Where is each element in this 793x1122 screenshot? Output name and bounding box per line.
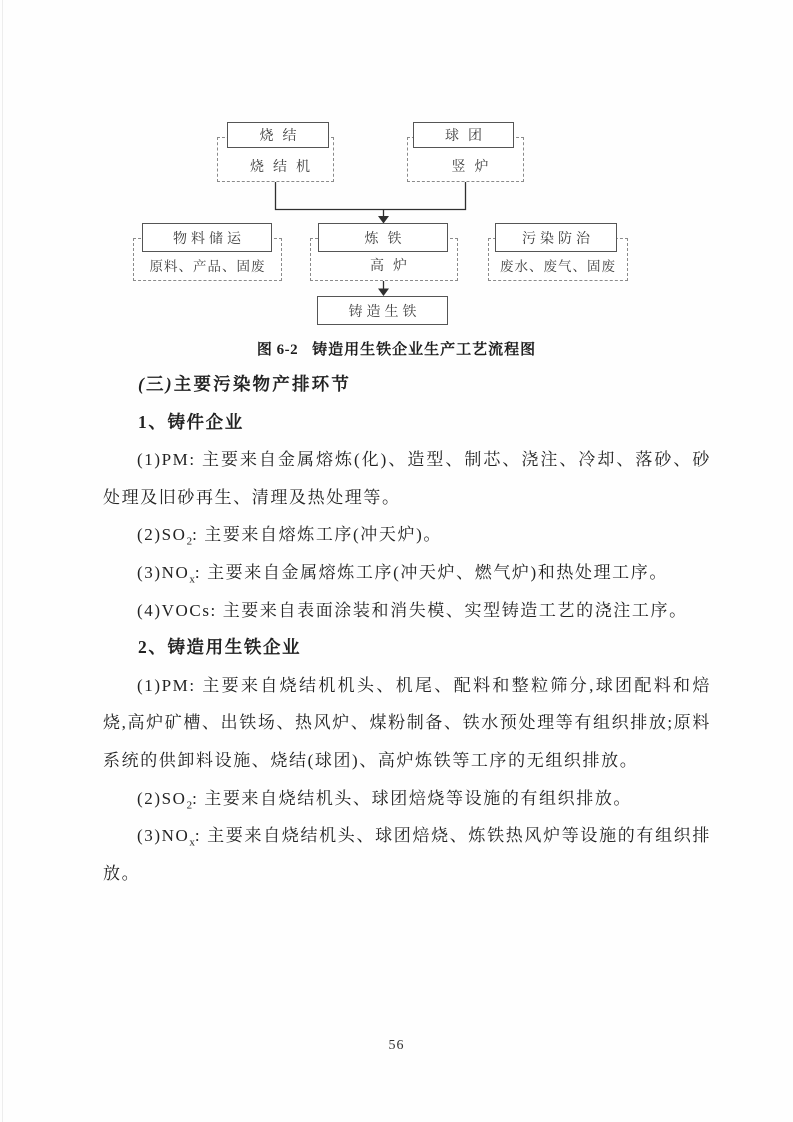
para-text: (1)PM: 主要来自金属熔炼(化)、造型、制芯、浇注、冷却、落砂、砂处理及旧砂再生、清理及热处理等。 bbox=[103, 450, 711, 507]
arrow-down-icon bbox=[378, 289, 389, 297]
para-text: (4)VOCs: 主要来自表面涂装和消失模、实型铸造工艺的浇注工序。 bbox=[137, 600, 688, 620]
subscript: 2 bbox=[186, 535, 193, 548]
process-flow-diagram bbox=[0, 0, 793, 365]
para-text: (1)PM: 主要来自烧结机机头、机尾、配料和整粒筛分,球团配料和焙烧,高炉矿槽、出铁场、热风炉、煤粉制备、铁水预处理等有组织排放;原料系统的供卸料设施、烧结(球团)、高炉炼铁等工序的无组织排放。 bbox=[103, 675, 711, 770]
paragraph-foundry-pm bbox=[103, 441, 711, 516]
blast-furnace-label: 高炉 bbox=[370, 259, 416, 274]
subscript: x bbox=[189, 836, 195, 849]
para-text: (3)NO bbox=[137, 826, 190, 846]
para-text: (3)NO bbox=[137, 562, 190, 582]
material-storage-label: 物料储运 bbox=[173, 231, 245, 247]
material-storage-box bbox=[142, 223, 272, 252]
para-text: : 主要来自烧结机头、球团焙烧、炼铁热风炉等设施的有组织排放。 bbox=[103, 826, 711, 883]
paragraph-foundry-vocs bbox=[103, 592, 711, 630]
body-text bbox=[103, 366, 711, 892]
figure-title: 铸造用生铁企业生产工艺流程图 bbox=[312, 342, 537, 358]
page-number: 56 bbox=[388, 1038, 405, 1053]
para-text: (2)SO bbox=[137, 525, 187, 545]
material-detail-label: 原料、产品、固废 bbox=[149, 259, 266, 274]
pollution-detail-label: 废水、废气、固废 bbox=[500, 259, 616, 274]
para-text: : 主要来自熔炼工序(冲天炉)。 bbox=[192, 525, 442, 545]
para-text: : 主要来自烧结机头、球团焙烧等设施的有组织排放。 bbox=[192, 788, 633, 808]
paragraph-foundry-nox bbox=[103, 554, 711, 592]
figure-number: 图 6-2 bbox=[256, 342, 299, 358]
cast-pig-iron-box bbox=[317, 296, 448, 325]
subsection-1-title: 1、铸件企业 bbox=[138, 411, 244, 432]
pellet-box bbox=[413, 122, 514, 148]
paragraph-pigiron-so2 bbox=[103, 780, 711, 818]
subsection-2-title: 2、铸造用生铁企业 bbox=[138, 637, 302, 658]
section-heading: (三)主要污染物产排环节 bbox=[138, 374, 352, 394]
para-text: : 主要来自金属熔炼工序(冲天炉、燃气炉)和热处理工序。 bbox=[194, 562, 668, 582]
subscript: x bbox=[189, 573, 195, 586]
shaft-furnace-label: 竖炉 bbox=[451, 160, 498, 175]
sinter-machine-label: 烧结机 bbox=[250, 160, 319, 175]
sinter-label: 烧结 bbox=[259, 129, 306, 144]
subscript: 2 bbox=[186, 798, 193, 811]
figure-caption bbox=[0, 338, 793, 359]
ironmaking-label: 炼铁 bbox=[364, 231, 411, 247]
cast-pig-iron-label: 铸造生铁 bbox=[348, 304, 421, 320]
paragraph-pigiron-pm bbox=[103, 667, 711, 780]
pellet-label: 球团 bbox=[445, 129, 491, 144]
sinter-box bbox=[227, 122, 329, 148]
paragraph-pigiron-nox bbox=[103, 817, 711, 892]
para-text: (2)SO bbox=[137, 788, 187, 808]
paragraph-foundry-so2 bbox=[103, 516, 711, 554]
pollution-control-box bbox=[495, 223, 617, 252]
ironmaking-box bbox=[318, 223, 448, 252]
pollution-control-label: 污染防治 bbox=[522, 231, 594, 247]
